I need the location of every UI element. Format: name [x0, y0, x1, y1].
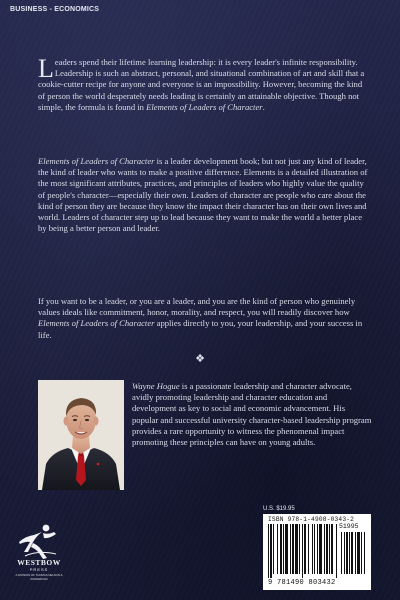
barcode-bar: [326, 524, 328, 574]
barcode-bar: [280, 524, 282, 574]
isbn-label: ISBN 978-1-4908-0343-2: [268, 516, 355, 523]
barcode-addon-bar: [341, 532, 342, 574]
barcode-bar: [324, 524, 325, 574]
barcode-bar: [270, 524, 272, 578]
description-paragraph-2: [38, 156, 368, 234]
barcode-bar: [304, 524, 306, 574]
drop-cap: L: [38, 54, 54, 83]
barcode-bar: [302, 524, 303, 578]
paragraph-3-text-before: If you want to be a leader, or you are a leader, and you are the kind of person who genuinely values ideals like commitment, honor, morality, and respect, you will readily discover how: [38, 296, 356, 318]
barcode-number: 9 781490 803432: [268, 579, 336, 587]
barcode-addon-bar: [346, 532, 348, 574]
book-title-reference: Elements of Leaders of Character: [38, 318, 155, 329]
barcode-bar: [283, 524, 284, 574]
barcode-addon-bar: [361, 532, 362, 574]
barcode-bar: [331, 524, 333, 574]
barcode-bar: [308, 524, 309, 574]
description-paragraph-1: [38, 54, 368, 113]
barcode-bar: [277, 524, 278, 574]
barcode-addon-bar: [357, 532, 360, 574]
barcode-addon-bar: [364, 532, 365, 574]
barcode-addon-bar: [344, 532, 345, 574]
publisher-press: PRESS: [29, 567, 49, 572]
barcode-addon-number: 51995: [339, 523, 359, 530]
publisher-tagline: A DIVISION OF THOMAS NELSON & ZONDERVAN: [15, 573, 63, 581]
barcode-bar: [268, 524, 269, 578]
barcode-bar: [329, 524, 330, 574]
barcode-addon-bar: [351, 532, 353, 574]
isbn-barcode: [263, 514, 371, 590]
paragraph-1-text: eaders spend their lifetime learning leadership: it is every leader's infinite responsibility. Leadership is such an abstract, personal, and situational combination of art and skill that a cookie-cutter recipe for anyone and everyone is an impossibility. However, becoming the kind of person the world desperately needs leading is certainly an attainable objective. Though not simple, the formula is found in: [38, 57, 365, 112]
barcode-addon-bar: [349, 532, 350, 574]
price-label: U.S. $19.95: [263, 506, 295, 512]
author-bio-text: is a passionate leadership and character advocate, avidly promoting leadership and character education and development as key to social and economic advancement. His popular and successful university character-based leadership program provides a rare opportunity to witness the phenomenal impact promoting these principles can have on young adults.: [132, 381, 372, 448]
book-title-reference: Elements of Leaders of Character: [38, 156, 155, 166]
barcode-bar: [314, 524, 315, 574]
book-title-reference: Elements of Leaders of Character: [146, 101, 263, 112]
paragraph-1-end: .: [262, 101, 265, 112]
paragraph-2-text: is a leader development book; but not just any kind of leader, the kind of leader who wants to make a positive difference. Elements is a detailed illustration of the most significant attributes, practices, and principles of leaders who highly value the quality of people's character—especially their own. Leaders of character are people who care about the kind of person they are because they know the impact their character has on their own lives and world. Leaders of character step up to lead because they want to make the world a better place by being a better person and leader.: [38, 156, 368, 234]
author-photo: [38, 380, 124, 490]
barcode-bar: [317, 524, 318, 574]
barcode-bar: [273, 524, 274, 574]
barcode-bar: [290, 524, 291, 574]
barcode-bar: [312, 524, 313, 574]
publisher-name: WESTBOW: [17, 558, 61, 567]
barcode-bar: [299, 524, 300, 574]
description-paragraph-3: [38, 296, 368, 341]
author-name: Wayne Hogue: [132, 381, 180, 391]
barcode-bar: [319, 524, 322, 574]
author-portrait-icon: [38, 380, 124, 490]
barcode-bar: [285, 524, 288, 574]
paragraph-3-text-after: applies directly to you, your leadership, and your success in life.: [38, 318, 363, 340]
author-bio: [132, 381, 372, 448]
barcode-addon-bar: [355, 532, 356, 574]
publisher-logo: [16, 522, 62, 586]
diamond-ornament-icon: ❖: [195, 353, 205, 365]
barcode-bar: [336, 524, 337, 578]
category-label: BUSINESS - ECONOMICS: [10, 6, 100, 13]
barcode-bar: [292, 524, 294, 574]
runner-figure-icon: [16, 522, 62, 560]
barcode-bars-icon: [267, 524, 367, 580]
barcode-bar: [295, 524, 298, 574]
